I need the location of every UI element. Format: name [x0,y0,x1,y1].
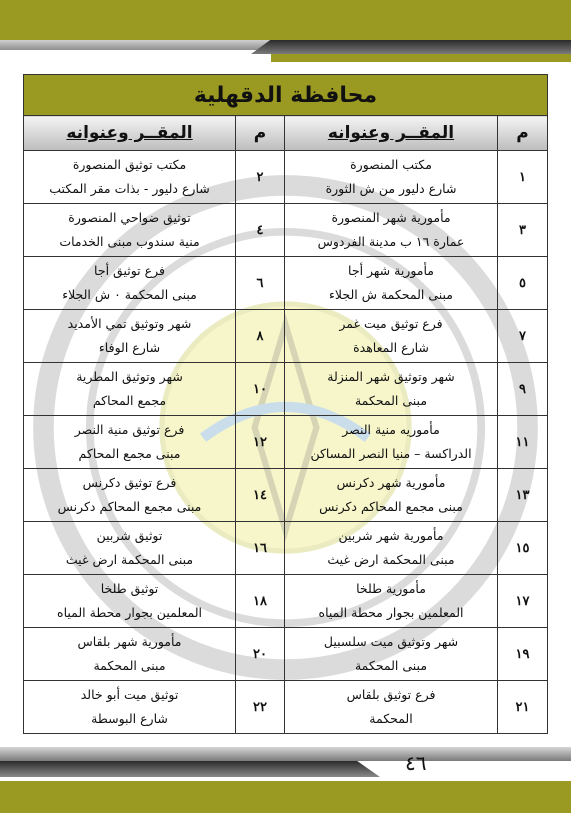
office-address: مبنى المحكمة ش الجلاء [329,287,453,302]
bottom-dark-band [0,761,380,777]
office-cell [285,151,498,204]
row-number: ١ [498,151,548,204]
top-dark-band [251,40,571,54]
office-name: توثيق ضواحي المنصورة [68,210,191,225]
office-name: مأمورية شهر شربين [338,528,444,543]
row-number: ١٤ [236,469,285,522]
office-cell [24,681,236,734]
table-row [24,151,548,204]
office-address: مبنى المحكمة ارض غيث [327,552,455,567]
office-name: مأمورية شهر المنصورة [331,210,451,225]
office-cell [24,522,236,575]
table-row [24,257,548,310]
office-cell [285,628,498,681]
row-number: ١٣ [498,469,548,522]
office-cell [285,204,498,257]
row-number: ٢ [236,151,285,204]
table-row [24,204,548,257]
office-address: مبنى المحكمة [93,658,166,673]
office-address: شارع المعاهدة [353,340,429,355]
office-cell [285,522,498,575]
office-name: مأمورية شهر أجا [348,263,434,278]
row-number: ٢٠ [236,628,285,681]
office-cell [285,416,498,469]
top-olive-band [0,0,571,40]
office-name: شهر وتوثيق ميت سلسبيل [323,634,459,649]
row-number: ٢٢ [236,681,285,734]
table-row [24,363,548,416]
row-number: ٣ [498,204,548,257]
row-number: ٧ [498,310,548,363]
office-address: منية سندوب مبنى الخدمات [59,234,200,249]
table-row [24,628,548,681]
office-name: مكتب المنصورة [350,157,432,172]
table-row [24,522,548,575]
office-address: مبنى مجمع المحاكم دكرنس [57,499,202,514]
office-cell [24,151,236,204]
office-address: مبنى المحكمة [354,393,428,408]
header-m-right: م [498,116,548,151]
office-cell [285,257,498,310]
office-address: مبنى مجمع المحاكم دكرنس [319,499,463,514]
office-address: مبنى مجمع المحاكم [78,446,181,461]
office-name: فرع توثيق بلقاس [346,687,436,702]
bottom-olive-band [0,781,571,813]
table-row [24,469,548,522]
office-name: مأمورية شهر بلقاس [77,634,182,649]
office-name: توثيق ميت أبو خالد [80,687,179,702]
office-name: شهر وتوثيق المطرية [76,369,183,384]
table-row [24,416,548,469]
row-number: ١٠ [236,363,285,416]
row-number: ٩ [498,363,548,416]
office-address: عمارة ١٦ ب مدينة الفردوس [317,234,465,249]
row-number: ١١ [498,416,548,469]
row-number: ١٦ [236,522,285,575]
office-address: شارع البوسطة [91,711,168,726]
table-row [24,681,548,734]
office-address: شارع دليور من ش الثورة [325,181,457,196]
table-title: محافظة الدقهلية [24,75,548,116]
office-name: شهر وتوثيق شهر المنزلة [327,369,455,384]
office-cell [24,575,236,628]
table-row [24,310,548,363]
row-number: ١٧ [498,575,548,628]
office-address: مجمع المحاكم [92,393,167,408]
office-cell [285,363,498,416]
row-number: ١٥ [498,522,548,575]
office-cell [24,628,236,681]
row-number: ٢١ [498,681,548,734]
office-name: فرع توثيق منية النصر [74,422,185,437]
office-cell [285,469,498,522]
office-name: توثيق طلخا [100,581,159,596]
row-number: ١٨ [236,575,285,628]
header-m-left: م [236,116,285,151]
header-office-right: المقــر وعنوانه [285,116,498,151]
office-name: مأمورية شهر دكرنس [336,475,446,490]
office-cell [24,204,236,257]
page-number: ٤٦ [405,751,427,775]
office-name: توثيق شربين [96,528,163,543]
office-name: فرع توثيق ميت غمر [339,316,443,331]
offices-table [23,74,548,734]
row-number: ٦ [236,257,285,310]
top-olive-strip [271,54,571,62]
office-address: شارع دليور - بذات مقر المكتب [49,181,210,196]
row-number: ٤ [236,204,285,257]
office-name: شهر وتوثيق تمي الأمديد [67,316,192,331]
office-name: فرع توثيق دكرنس [82,475,177,490]
office-cell [24,469,236,522]
office-cell [24,416,236,469]
office-cell [24,257,236,310]
office-name: مكتب توثيق المنصورة [72,157,187,172]
row-number: ١٩ [498,628,548,681]
bottom-grey-band [0,747,571,761]
office-cell [285,310,498,363]
office-name: فرع توثيق أجا [94,263,165,278]
office-cell [24,310,236,363]
office-cell [24,363,236,416]
office-address: الدراكسة – منيا النصر المساكن [310,446,472,461]
row-number: ٨ [236,310,285,363]
office-cell [285,681,498,734]
row-number: ١٢ [236,416,285,469]
office-name: مأمورية طلخا [356,581,426,596]
row-number: ٥ [498,257,548,310]
table-row [24,575,548,628]
office-address: المحكمة [369,711,413,726]
header-office-left: المقــر وعنوانه [24,116,236,151]
office-address: المعلمين بجوار محطة المياه [318,605,464,620]
office-address: المعلمين بجوار محطة المياه [57,605,202,620]
office-address: شارع الوفاء [98,340,161,355]
office-address: مبنى المحكمة ٠ ش الجلاء [62,287,197,302]
office-address: مبنى المحكمة [354,658,428,673]
office-name: مأموريه منية النصر [342,422,440,437]
office-cell [285,575,498,628]
office-address: مبنى المحكمة ارض غيث [65,552,194,567]
